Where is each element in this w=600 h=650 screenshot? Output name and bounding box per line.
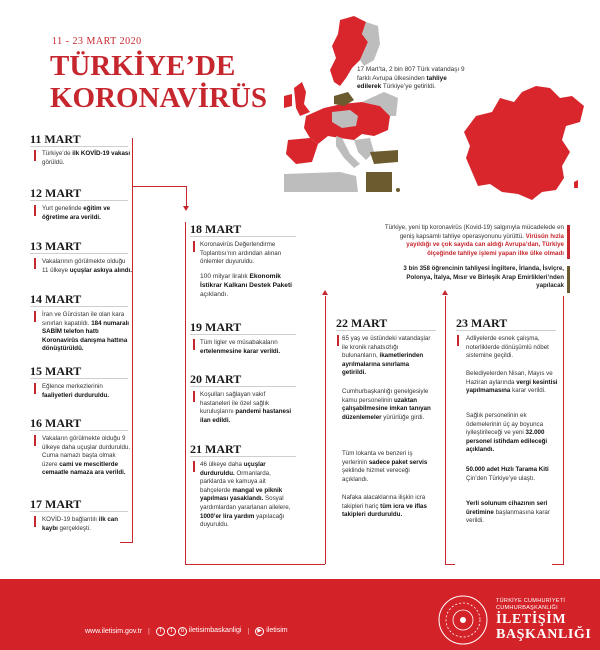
day-marker	[34, 258, 36, 269]
footer-links	[85, 627, 288, 636]
page-title-line1: TÜRKİYE’DE	[50, 50, 236, 82]
instagram-icon: o	[178, 627, 187, 636]
social-link-secondary[interactable]: ▶ iletisim	[255, 627, 287, 636]
event-22-mart-p4: Nafaka alacaklarına ilişkin icra takipleri hariç tüm icra ve iflas takipleri durduruldu.	[342, 494, 427, 519]
divider	[30, 146, 128, 147]
event-12-mart: Yurt genelinde eğitim ve öğretime ara verildi.	[42, 205, 111, 221]
logo-text-baskanligi: BAŞKANLIĞI	[496, 627, 592, 642]
map-taiwan	[574, 180, 578, 188]
timeline-connector-1-2	[132, 186, 186, 187]
map-uk	[294, 82, 310, 116]
event-23-mart-p1: Adliyelerde esnek çalışma, noterliklerde dönüşümlü nöbet sistemine geçildi.	[466, 335, 549, 360]
day-marker	[34, 205, 36, 216]
day-marker	[193, 461, 195, 472]
divider	[336, 330, 436, 331]
day-23-mart: 23 MART	[456, 316, 508, 330]
day-18-mart: 18 MART	[190, 222, 242, 236]
europe-note: 17 Mart’ta, 2 bin 807 Türk vatandaşı 9 farklı Avrupa ülkesinden tahliye edilerek Türkiye’ye getirildi.	[357, 66, 465, 91]
twitter-icon: t	[167, 627, 176, 636]
timeline-line-col4	[563, 296, 564, 564]
footer-separator-2: |	[247, 628, 250, 635]
arrow-up-icon	[322, 290, 328, 295]
event-17-mart: KOVİD-19 bağlantılı ilk can kaybı gerçekleşti.	[42, 516, 119, 532]
facebook-icon: f	[156, 627, 165, 636]
event-20-mart: Koşulları sağlayan vakıf hastaneleri ile özel sağlık kuruluşlarını pandemi hastanesi ilan edildi.	[200, 391, 292, 424]
page-title-line2: KORONAVİRÜS	[50, 82, 268, 114]
day-16-mart: 16 MART	[30, 416, 82, 430]
day-19-mart: 19 MART	[190, 320, 242, 334]
divider	[30, 200, 128, 201]
divider	[30, 306, 128, 307]
iletisim-logo-emblem	[437, 594, 489, 646]
footer-separator: |	[148, 628, 150, 635]
event-19-mart: Tüm ligler ve müsabakaların ertelenmesine karar verildi.	[200, 339, 281, 355]
day-marker	[34, 150, 36, 161]
timeline-line-col1-bottom	[120, 542, 133, 543]
event-22-mart-p2: Cumhurbaşkanlığı genelgesiyle kamu personelinin uzaktan çalışabilmesine imkan tanıyan düzenlemeler yürürlüğe girdi.	[342, 388, 431, 421]
divider	[190, 236, 296, 237]
map-uae	[396, 188, 400, 192]
china-note-bar	[567, 225, 570, 259]
divider	[456, 330, 556, 331]
china-map	[462, 82, 590, 204]
students-note: 3 bin 358 öğrencinin tahliyesi İngiltere, İrlanda, İsviçre, Polonya, İtalya, Mısır ve Birleşik Arap Emirlikleri’nden yapılacak	[403, 265, 564, 290]
day-14-mart: 14 MART	[30, 292, 82, 306]
event-23-mart-p4: 50.000 adet Hızlı Tarama Kiti Çin’den Türkiye’ye ulaştı.	[466, 466, 549, 482]
day-marker	[193, 339, 195, 350]
divider	[30, 378, 128, 379]
day-marker	[34, 435, 36, 446]
timeline-line-col2	[185, 222, 186, 564]
social-link-main[interactable]: f t o iletisimbaskanligi	[156, 627, 242, 636]
event-18-mart-p2: 100 milyar liralık Ekonomik İstikrar Kalkanı Destek Paketi açıklandı.	[200, 273, 292, 298]
day-21-mart: 21 MART	[190, 442, 242, 456]
timeline-line-col3	[445, 296, 446, 564]
event-23-mart-p5: Yerli solunum cihazının seri üretimine başlanmasına karar verildi.	[466, 500, 550, 525]
day-20-mart: 20 MART	[190, 372, 242, 386]
divider	[30, 430, 128, 431]
divider	[190, 386, 296, 387]
youtube-icon: ▶	[255, 627, 264, 636]
day-marker	[457, 335, 459, 346]
event-23-mart-p3: Sağlık personelinin ek ödemelerinin üç ay boyunca iyileştirileceği ve yeni 32.000 personel istihdam edileceği açıklandı.	[466, 412, 548, 454]
timeline-line-col3-bottom	[445, 564, 455, 565]
day-marker	[34, 383, 36, 394]
event-18-mart-p1: Koronavirüs Değerlendirme Toplantısı’nın ardından alınan önlemler duyuruldu.	[200, 241, 282, 266]
timeline-line-col4-bottom	[552, 564, 564, 565]
europe-map	[270, 12, 400, 194]
event-15-mart: Eğlence merkezlerinin faaliyetleri durduruldu.	[42, 383, 110, 399]
day-17-mart: 17 MART	[30, 497, 82, 511]
timeline-line-col1	[132, 138, 133, 542]
logo-text-iletisim: İLETİŞİM	[496, 612, 567, 627]
event-13-mart: Vakalarının görülmekte olduğu 11 ülkeye uçuşlar askıya alındı.	[42, 258, 132, 274]
students-note-bar	[567, 266, 570, 293]
event-21-mart: 46 ülkeye daha uçuşlar durduruldu. Ormanlarda, parklarda ve kamuya ait bahçelerde mangal ve piknik yapılması yasaklandı. Sosyal yardımlardan yararlanan ailelere, 1000’er lira yardım yapılacağı duyuruldu.	[200, 461, 291, 529]
map-north-africa	[284, 172, 358, 192]
arrow-up-icon-2	[442, 290, 448, 295]
event-16-mart: Vakaların görülmekte olduğu 9 ülkeye daha uçuşlar durduruldu. Cuma namazı başta olmak üzere cami ve mescitlerde cemaatle namaza ara verildi.	[42, 435, 131, 477]
day-13-mart: 13 MART	[30, 239, 82, 253]
website-link[interactable]: www.iletisim.gov.tr	[85, 628, 143, 635]
china-note: Türkiye, yeni tip koronavirüs (Kovid-19) salgınıyla mücadelede en geniş kapsamlı tahliye operasyonunu yürüttü. Virüsün hızla yayıldığı ve çok sayıda can aldığı Avrupa’dan, Türkiye ölçeğinde tahliye işlemi yapan ilke ülke olmadı	[384, 224, 564, 257]
timeline-connector-2-3-v	[325, 296, 326, 564]
map-turkey	[370, 150, 398, 164]
map-balkans	[354, 138, 374, 160]
divider	[30, 511, 128, 512]
map-ireland	[284, 94, 292, 108]
day-22-mart: 22 MART	[336, 316, 388, 330]
divider	[30, 253, 128, 254]
map-egypt	[366, 172, 392, 192]
day-11-mart: 11 MART	[30, 132, 81, 146]
event-14-mart: İran ve Gürcistan ile olan kara sınırları kapatıldı. 184 numaralı SABİM telefon hattı Koronavirüs danışma hattına dönüştürüldü.	[42, 311, 130, 353]
timeline-connector-1-2-v	[186, 186, 187, 206]
day-15-mart: 15 MART	[30, 364, 82, 378]
event-22-mart-p3: Tüm lokanta ve benzeri iş yerlerinin sadece paket servis şeklinde hizmet vereceği açıklandı.	[342, 450, 428, 483]
logo-text-top: TÜRKİYE CUMHURİYETİ CUMHURBAŞKANLIĞI	[496, 598, 566, 611]
date-range: 11 - 23 MART 2020	[52, 36, 142, 47]
arrow-down-icon	[183, 206, 189, 211]
day-marker	[34, 311, 36, 322]
event-11-mart: Türkiye’de ilk KOVİD-19 vakası görüldü.	[42, 150, 131, 166]
timeline-line-col2-bottom	[185, 564, 325, 565]
map-iberia	[286, 138, 318, 164]
day-marker	[34, 516, 36, 527]
divider	[190, 334, 296, 335]
day-marker	[193, 391, 195, 402]
divider	[190, 456, 296, 457]
event-22-mart-p1: 65 yaş ve üstündeki vatandaşlar ile kronik rahatsızlığı bulunanların, ikametlerinden ayrılmalarına sınırlama getirildi.	[342, 335, 431, 377]
day-12-mart: 12 MART	[30, 186, 82, 200]
day-marker	[337, 335, 339, 346]
event-23-mart-p2: Belediyelerden Nisan, Mayıs ve Haziran aylarında vergi kesintisi yapılmamasına karar verildi.	[466, 370, 558, 395]
day-marker	[193, 241, 195, 252]
map-china	[464, 86, 584, 200]
